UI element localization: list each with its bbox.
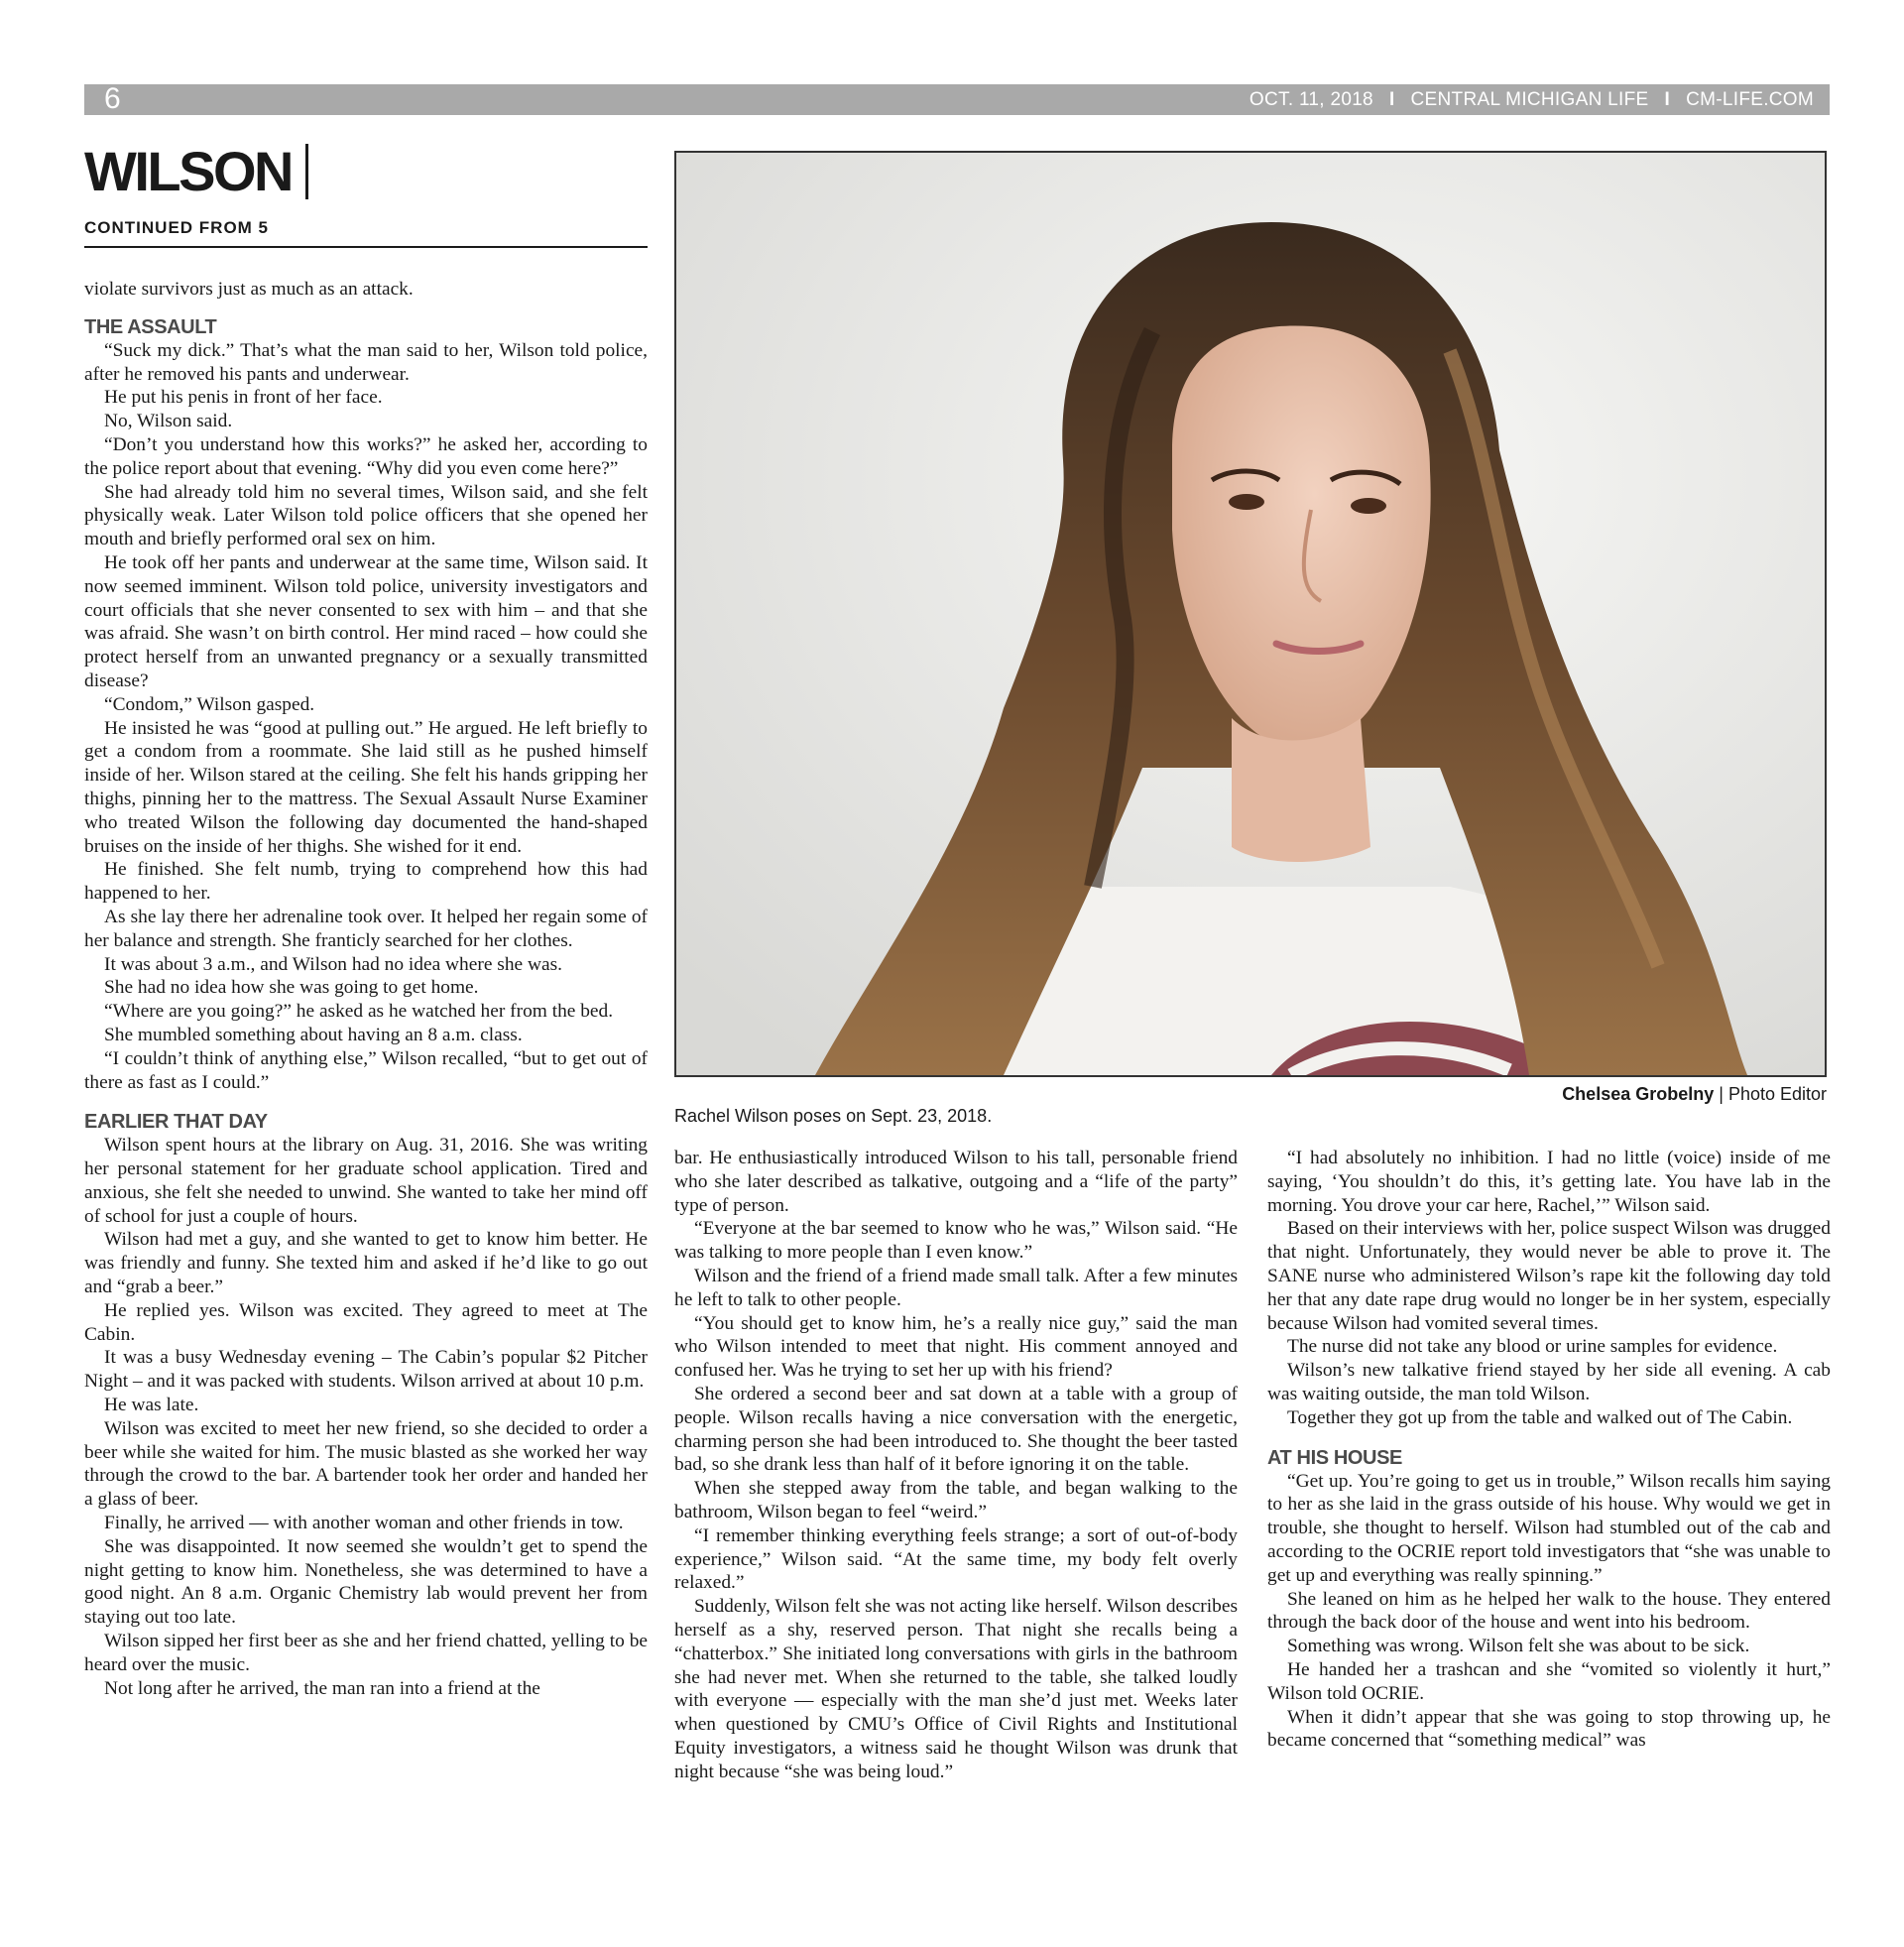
paragraph: “I had absolutely no inhibition. I had no little (voice) inside of me saying, ‘You shouldn’t do this, it’s getting late. You have lab in the morning. You drove your car here, Rachel,’” Wilson said. <box>1267 1148 1831 1216</box>
paragraph: “Where are you going?” he asked as he watched her from the bed. <box>104 1001 614 1023</box>
paragraph: “Suck my dick.” That’s what the man said to her, Wilson told police, after he removed his pants and underwear. <box>84 339 648 385</box>
paragraph: He replied yes. Wilson was excited. They agreed to meet at The Cabin. <box>84 1299 648 1345</box>
issue-date: OCT. 11, 2018 <box>1249 88 1373 110</box>
paragraph: She had already told him no several times, Wilson said, and she felt physically weak. Later Wilson told police officers that she opened her mouth and briefly performed oral sex on him. <box>84 481 648 550</box>
continued-from-label: CONTINUED FROM 5 <box>84 218 269 237</box>
paragraph: “I couldn’t think of anything else,” Wilson recalled, “but to get out of there as fast as I could.” <box>84 1047 648 1093</box>
page-number: 6 <box>104 82 121 115</box>
section-heading-earlier-that-day: EARLIER THAT DAY <box>84 1111 268 1134</box>
paragraph: Wilson spent hours at the library on Aug. 31, 2016. She was writing her personal statement for her graduate school application. Tired and anxious, she felt she needed to unwind. She wanted to take her mind off of school for just a couple of hours. <box>84 1135 648 1227</box>
paragraph: Based on their interviews with her, police suspect Wilson was drugged that night. Unfortunately, they would never be able to prove it. The SANE nurse who administered Wilson’s rape kit the following day told her that any date rape drug would no longer be in her system, especially because Wilson had vomited several times. <box>1267 1218 1831 1334</box>
article-column-1 <box>84 278 648 1865</box>
section-heading-at-his-house: AT HIS HOUSE <box>1267 1446 1402 1469</box>
photographer-name: Chelsea Grobelny <box>1562 1084 1715 1104</box>
paragraph: When it didn’t appear that she was going to stop throwing up, he became concerned that “something medical” was <box>1267 1706 1831 1752</box>
paragraph: He insisted he was “good at pulling out.” He argued. He left briefly to get a condom from a roommate. She laid still as he pushed himself inside of her. Wilson stared at the ceiling. She felt his hands gripping her thighs, pinning her to the mattress. The Sexual Assault Nurse Examiner who treated Wilson the following day documented the hand-shaped bruises on the inside of her thighs. She wished for it end. <box>84 717 648 857</box>
portrait-photo <box>674 151 1827 1077</box>
paragraph: Wilson had met a guy, and she wanted to get to know him better. He was friendly and funny. She texted him and asked if he’d like to go out and “grab a beer.” <box>84 1229 648 1298</box>
article-column-3 <box>1267 1147 1831 1871</box>
section-body-the-assault <box>84 339 648 1095</box>
paragraph: It was a busy Wednesday evening – The Cabin’s popular $2 Pitcher Night – and it was packed with students. Wilson arrived at about 10 p.m. <box>84 1347 648 1393</box>
paragraph: She had no idea how she was going to get home. <box>104 977 479 999</box>
photographer-role: Photo Editor <box>1727 1084 1827 1104</box>
paragraph: “Don’t you understand how this works?” he asked her, according to the police report about that evening. “Why did you even come here?” <box>84 433 648 479</box>
paragraph: He handed her a trashcan and she “vomited so violently it hurt,” Wilson told OCRIE. <box>1267 1658 1831 1704</box>
headline-text: WILSON <box>84 140 292 202</box>
paragraph: When she stepped away from the table, and began walking to the bathroom, Wilson began to feel “weird.” <box>674 1478 1238 1522</box>
paragraph: Wilson was excited to meet her new friend, so she decided to order a beer while she waited for him. The music blasted as she worked her way through the crowd to the bar. A bartender took her order and handed her a glass of beer. <box>84 1417 648 1511</box>
portrait-illustration <box>676 153 1825 1075</box>
paragraph: He put his penis in front of her face. <box>104 387 383 409</box>
paragraph: Finally, he arrived — with another woman and other friends in tow. <box>104 1513 624 1534</box>
column-2-body <box>674 1217 1238 1783</box>
paragraph: Together they got up from the table and walked out of The Cabin. <box>1287 1406 1793 1428</box>
paragraph: “You should get to know him, he’s a really nice guy,” said the man who Wilson intended to meet that night. His comment annoyed and confused her. Was he trying to set her up with his friend? <box>674 1312 1238 1382</box>
article-column-2 <box>674 1147 1238 1871</box>
paragraph: Something was wrong. Wilson felt she was about to be sick. <box>1287 1636 1750 1657</box>
header-separator: I <box>1388 88 1395 110</box>
article-headline <box>84 139 308 204</box>
section-body-at-his-house <box>1267 1470 1831 1754</box>
paragraph: Not long after he arrived, the man ran into a friend at the <box>104 1677 540 1699</box>
section-body-earlier-that-day <box>84 1134 648 1700</box>
page-header-bar <box>84 84 1830 115</box>
paragraph: Wilson’s new talkative friend stayed by her side all evening. A cab was waiting outside, the man told Wilson. <box>1267 1360 1831 1404</box>
paragraph: He took off her pants and underwear at the same time, Wilson said. It now seemed imminent. Wilson told police, university investigators and court officials that she never consented to sex with him – and that she was afraid. She wasn’t on birth control. Her mind raced – how could she protect herself from an unwanted pregnancy or a sexually transmitted disease? <box>84 551 648 691</box>
paragraph: “Everyone at the bar seemed to know who he was,” Wilson said. “He was talking to more people than I even know.” <box>674 1218 1238 1264</box>
paragraph: He finished. She felt numb, trying to comprehend how this had happened to her. <box>84 859 648 905</box>
paragraph: “Condom,” Wilson gasped. <box>104 693 315 715</box>
paragraph: No, Wilson said. <box>104 411 233 432</box>
website-name: CM-LIFE.COM <box>1686 88 1814 110</box>
headline-bar-divider <box>305 144 308 199</box>
header-info <box>1250 84 1814 115</box>
column-3-body <box>1267 1147 1831 1430</box>
paragraph: As she lay there her adrenaline took over. It helped her regain some of her balance and strength. She franticly searched for her clothes. <box>84 906 648 951</box>
headline-rule <box>84 246 648 248</box>
paragraph: Wilson and the friend of a friend made small talk. After a few minutes he left to talk to other people. <box>674 1265 1238 1310</box>
paragraph: bar. He enthusiastically introduced Wilson to his tall, personable friend who she later described as talkative, outgoing and a “life of the party” type of person. <box>674 1148 1238 1216</box>
publication-name: CENTRAL MICHIGAN LIFE <box>1410 88 1649 110</box>
paragraph: Wilson sipped her first beer as she and her friend chatted, yelling to be heard over the music. <box>84 1631 648 1675</box>
paragraph: She mumbled something about having an 8 a.m. class. <box>104 1024 523 1045</box>
intro-paragraph: violate survivors just as much as an attack. <box>84 279 414 300</box>
photo-credit <box>1562 1084 1827 1105</box>
photo-caption: Rachel Wilson poses on Sept. 23, 2018. <box>674 1106 993 1126</box>
credit-separator: | <box>1714 1084 1728 1104</box>
paragraph: The nurse did not take any blood or urine samples for evidence. <box>1287 1336 1778 1358</box>
section-heading-the-assault: THE ASSAULT <box>84 315 217 338</box>
paragraph: He was late. <box>104 1395 199 1416</box>
paragraph: She ordered a second beer and sat down at a table with a group of people. Wilson recalls having a nice conversation with the energetic, charming person she had been introduced to. She thought the beer tasted bad, so she drank less than half of it before ignoring it on the table. <box>674 1383 1238 1476</box>
paragraph: Suddenly, Wilson felt she was not acting like herself. Wilson describes herself as a shy, reserved person. That night she recalls being a “chatterbox.” She initiated long conversations with girls in the bathroom she had never met. When she returned to the table, she talked loudly with everyone — especially with the man she’d just met. Weeks later when questioned by CMU’s Office of Civil Rights and Institutional Equity investigators, a witness said he thought Wilson was drunk that night because “she was being loud.” <box>674 1596 1238 1782</box>
paragraph: It was about 3 a.m., and Wilson had no idea where she was. <box>104 953 562 975</box>
paragraph: She was disappointed. It now seemed she wouldn’t get to spend the night getting to know him. Nonetheless, she was determined to have a good night. An 8 a.m. Organic Chemistry lab would prevent her from staying out too late. <box>84 1535 648 1629</box>
header-separator: I <box>1664 88 1671 110</box>
paragraph: “Get up. You’re going to get us in trouble,” Wilson recalls him saying to her as she laid in the grass outside of his house. Why would we get in trouble, she thought to herself. Wilson had stumbled out of the cab and according to the OCRIE report told investigators that “she was unable to get up and everything was really spinning.” <box>1267 1470 1831 1586</box>
paragraph: “I remember thinking everything feels strange; a sort of out-of-body experience,” Wilson said. “At the same time, my body felt overly relaxed.” <box>674 1524 1238 1594</box>
paragraph: She leaned on him as he helped her walk to the house. They entered through the back door of the house and went into his bedroom. <box>1267 1588 1831 1634</box>
